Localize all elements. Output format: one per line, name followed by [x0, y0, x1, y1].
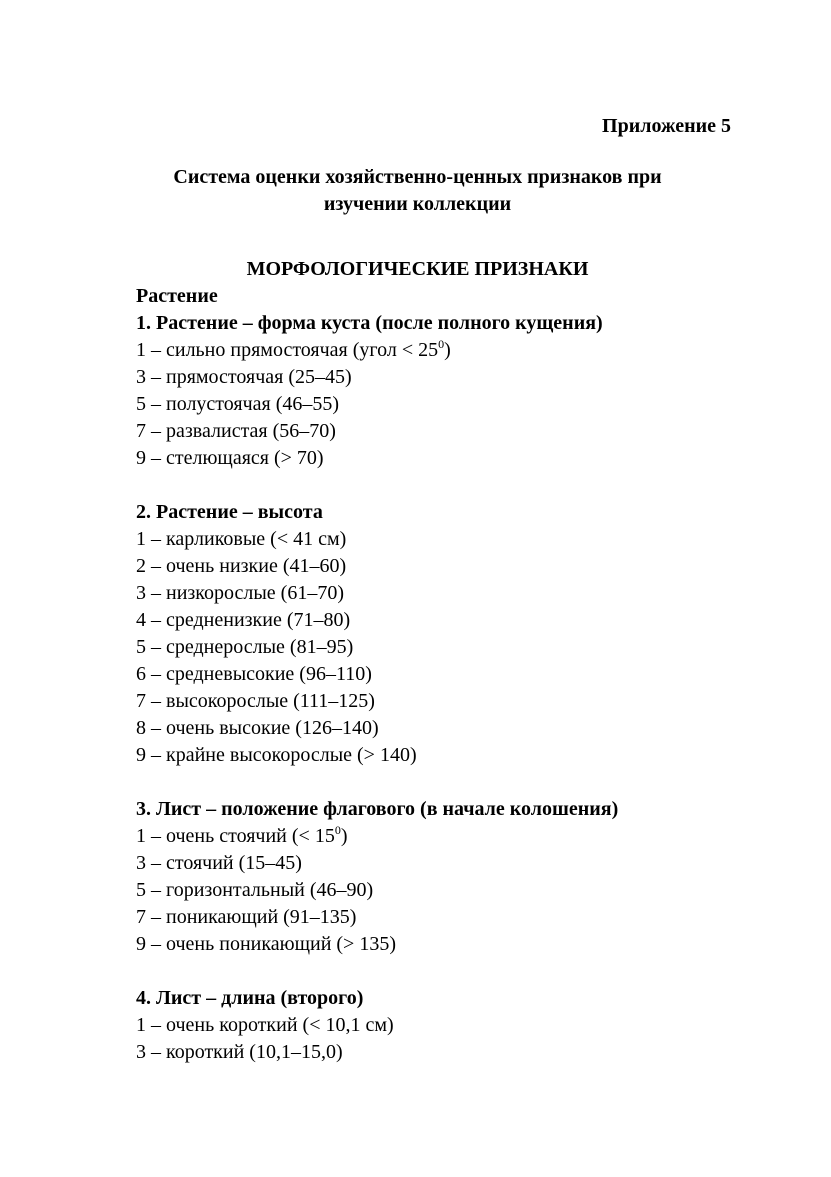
criteria-group: [136, 985, 756, 1066]
scale-item: 9 – очень поникающий (> 135): [136, 933, 396, 955]
scale-item: 8 – очень высокие (126–140): [136, 717, 379, 739]
group-heading: 2. Растение – высота: [136, 501, 323, 523]
spacer: [136, 769, 756, 796]
content-body: [136, 283, 756, 1066]
document-title-line-1: Система оценки хозяйственно-ценных признаков при: [173, 166, 662, 188]
superscript: 0: [438, 337, 445, 351]
criteria-group: [136, 796, 756, 958]
appendix-label: Приложение 5: [602, 115, 731, 137]
scale-item: 1 – сильно прямостоячая (угол < $25^0$): [136, 337, 451, 361]
scale-item: 7 – поникающий (91–135): [136, 906, 357, 928]
scale-item: 5 – полустоячая (46–55): [136, 393, 340, 415]
document-title: [100, 164, 735, 218]
scale-item: 4 – средненизкие (71–80): [136, 609, 351, 631]
scale-item: 6 – средневысокие (96–110): [136, 663, 372, 685]
document-title-line-2: изучении коллекции: [323, 193, 512, 215]
criteria-group: [136, 310, 756, 472]
scale-item: 3 – низкорослые (61–70): [136, 582, 344, 604]
scale-item: 3 – короткий (10,1–15,0): [136, 1041, 343, 1063]
spacer: [136, 472, 756, 499]
group-heading: 3. Лист – положение флагового (в начале колошения): [136, 798, 619, 820]
scale-item: 2 – очень низкие (41–60): [136, 555, 347, 577]
section-title: МОРФОЛОГИЧЕСКИЕ ПРИЗНАКИ: [246, 258, 589, 280]
scale-item: 9 – стелющаяся (> 70): [136, 447, 324, 469]
group-heading: 1. Растение – форма куста (после полного кущения): [136, 312, 603, 334]
group-heading: 4. Лист – длина (второго): [136, 987, 364, 1009]
scale-item: 9 – крайне высокорослые (> 140): [136, 744, 417, 766]
scale-item: 7 – развалистая (56–70): [136, 420, 336, 442]
scale-item: 7 – высокорослые (111–125): [136, 690, 375, 712]
spacer: [136, 958, 756, 985]
criteria-group: [136, 499, 756, 769]
scale-item: 5 – горизонтальный (46–90): [136, 879, 374, 901]
scale-item: 1 – очень стоячий (< $15^0$): [136, 823, 348, 847]
scale-item: 1 – очень короткий (< 10,1 см): [136, 1014, 394, 1036]
scale-item: 5 – среднерослые (81–95): [136, 636, 354, 658]
scale-item: 1 – карликовые (< 41 см): [136, 528, 347, 550]
scale-item: 3 – прямостоячая (25–45): [136, 366, 352, 388]
scale-item: 3 – стоячий (15–45): [136, 852, 302, 874]
superscript: 0: [334, 823, 341, 837]
subsection-heading: Растение: [136, 285, 218, 307]
